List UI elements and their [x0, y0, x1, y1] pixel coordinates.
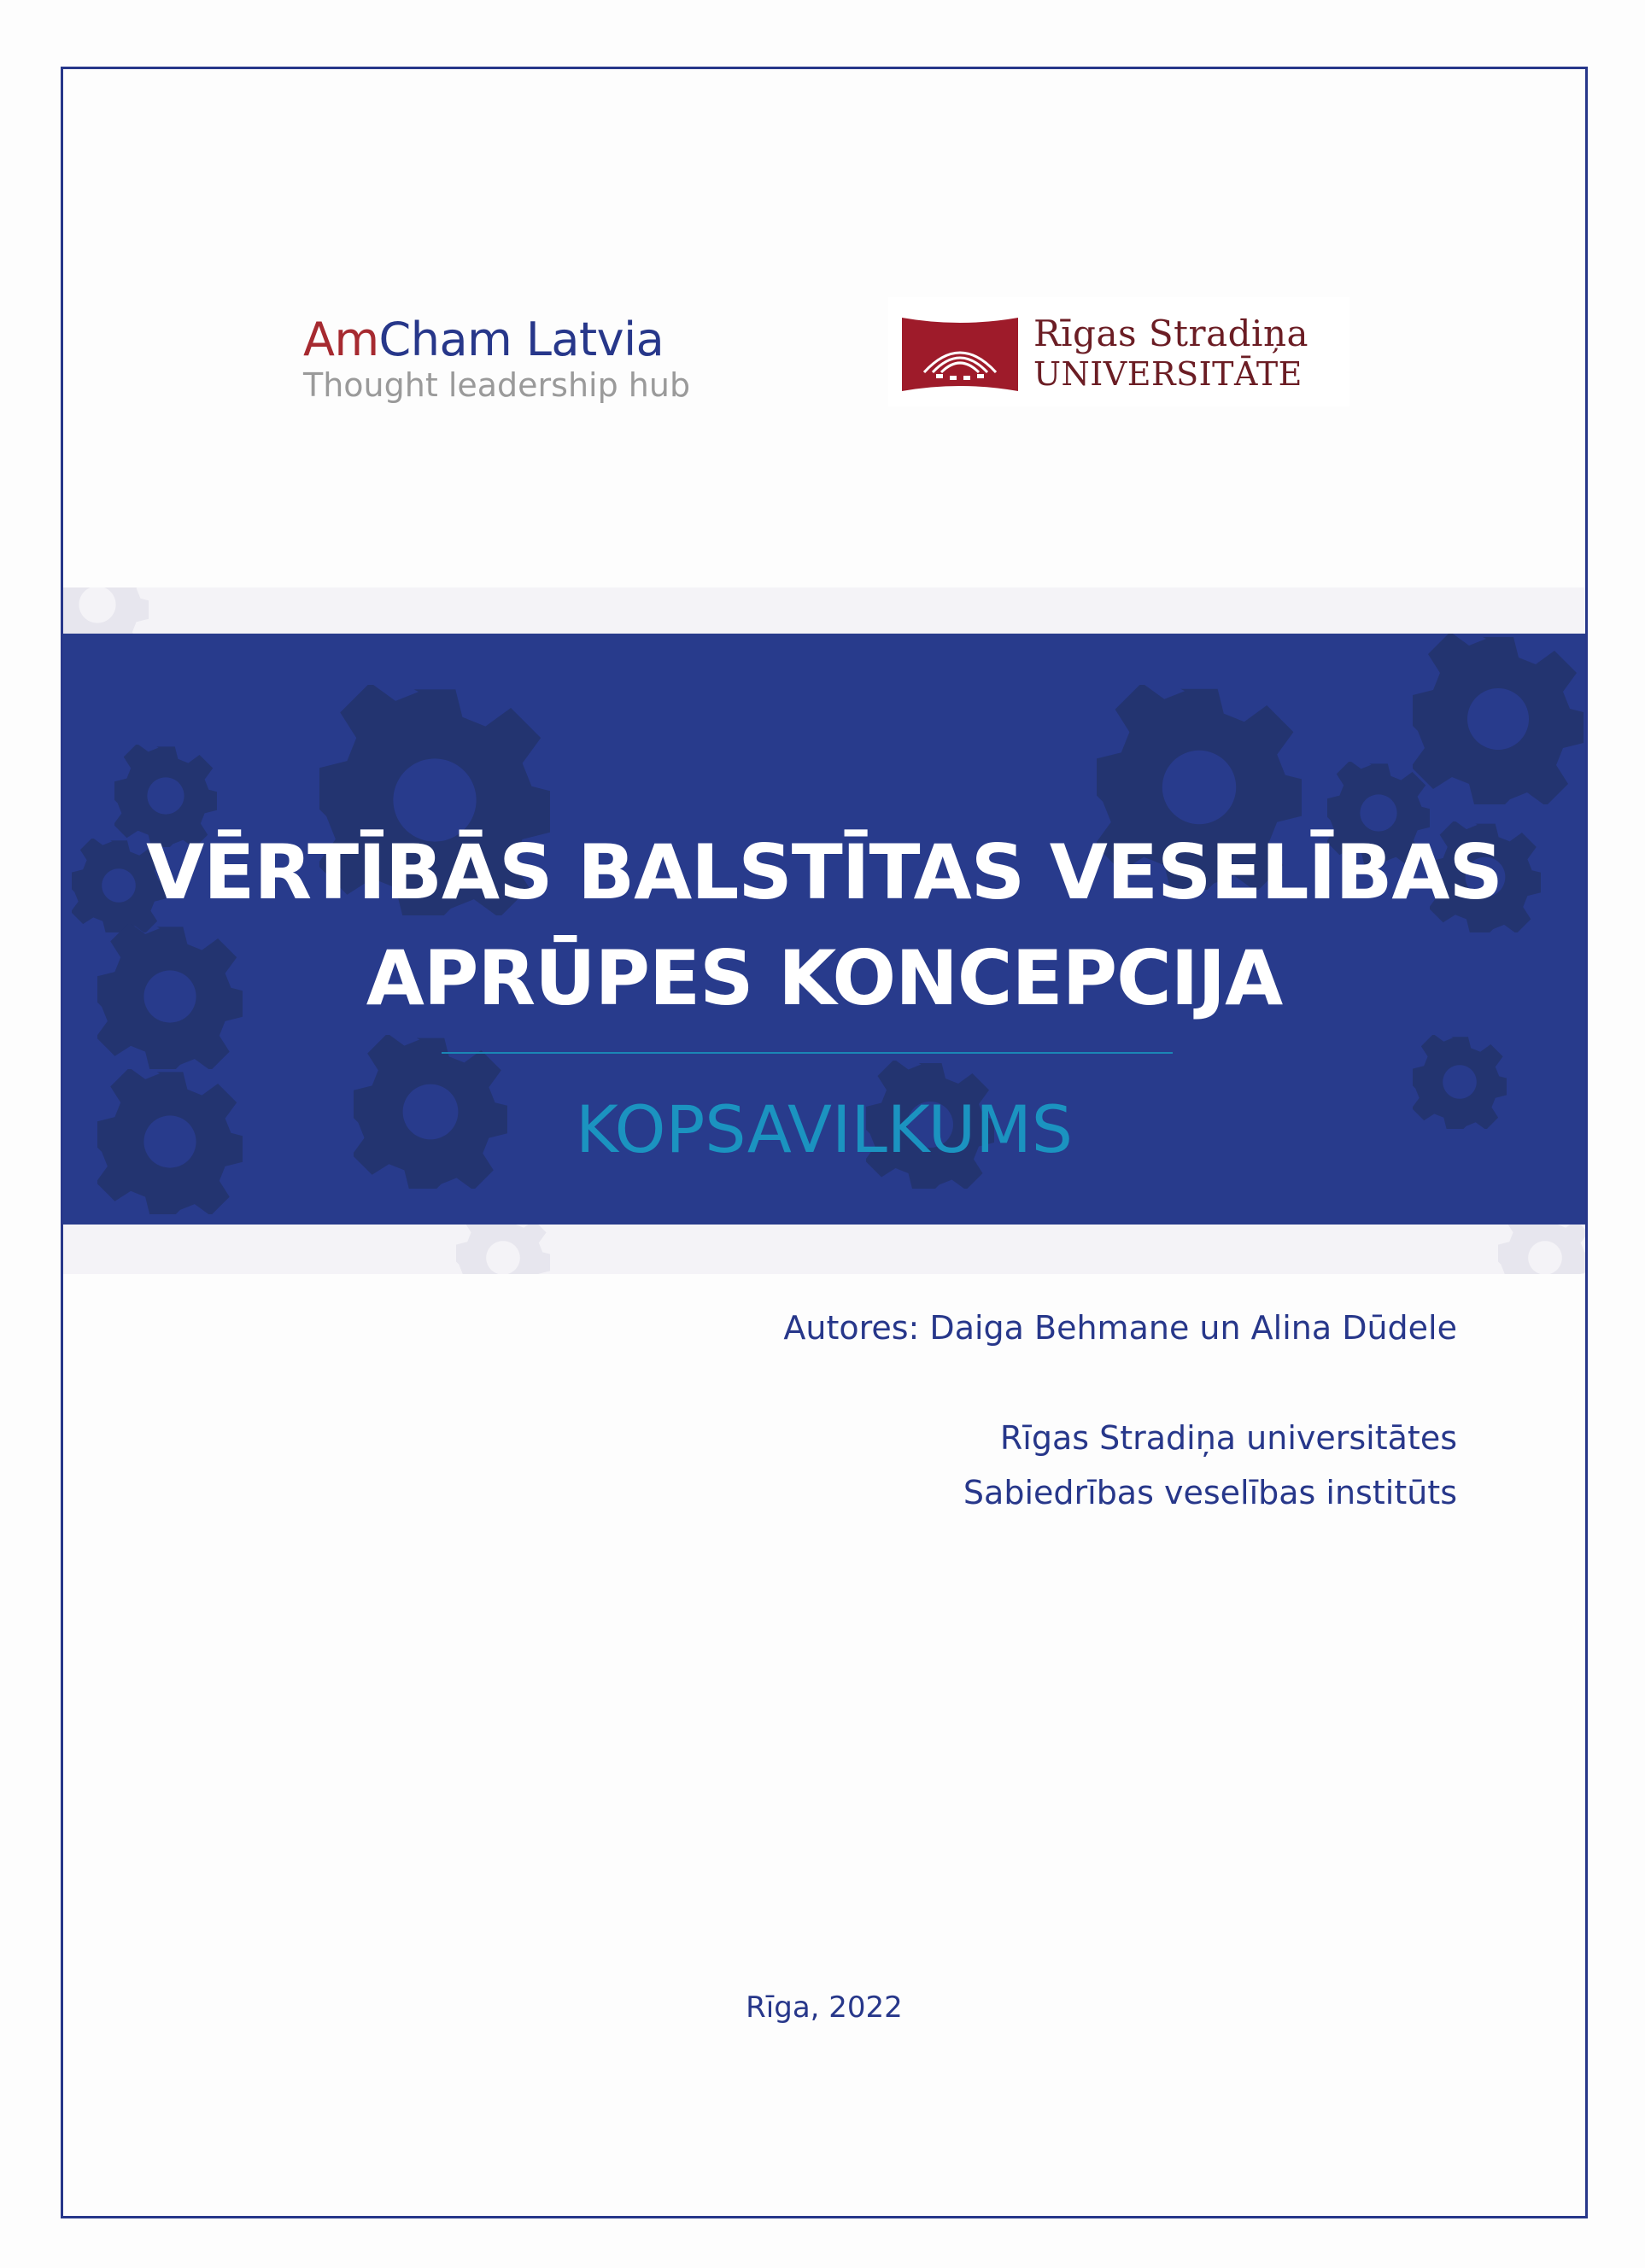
institute-line1: Rīgas Stradiņa universitātes — [999, 1419, 1457, 1457]
rsu-name-line1: Rīgas Stradiņa — [1033, 313, 1309, 354]
cover-title-line1: VĒRTĪBĀS BALSTĪTAS VESELĪBAS — [146, 828, 1502, 916]
cover-title-line2: APRŪPES KONCEPCIJA — [366, 934, 1283, 1022]
institute-line2: Sabiedrības veselības institūts — [963, 1474, 1457, 1511]
gear-icon — [1413, 634, 1584, 804]
institute — [963, 1411, 1457, 1520]
authors: Autores: Daiga Behmane un Alina Dūdele — [783, 1309, 1457, 1347]
cover-title — [63, 820, 1585, 1032]
place-date: Rīga, 2022 — [746, 1990, 903, 2025]
title-divider — [442, 1052, 1173, 1054]
rsu-logo — [888, 297, 1349, 406]
amcham-tagline: Thought leadership hub — [303, 366, 691, 404]
cover-subtitle: KOPSAVILKUMS — [575, 1091, 1074, 1167]
rsu-name-line2: UNIVERSITĀTE — [1033, 355, 1303, 393]
amcham-name: AmCham Latvia — [303, 313, 664, 366]
rsu-emblem-icon — [902, 316, 1018, 393]
amcham-logo — [303, 314, 690, 403]
